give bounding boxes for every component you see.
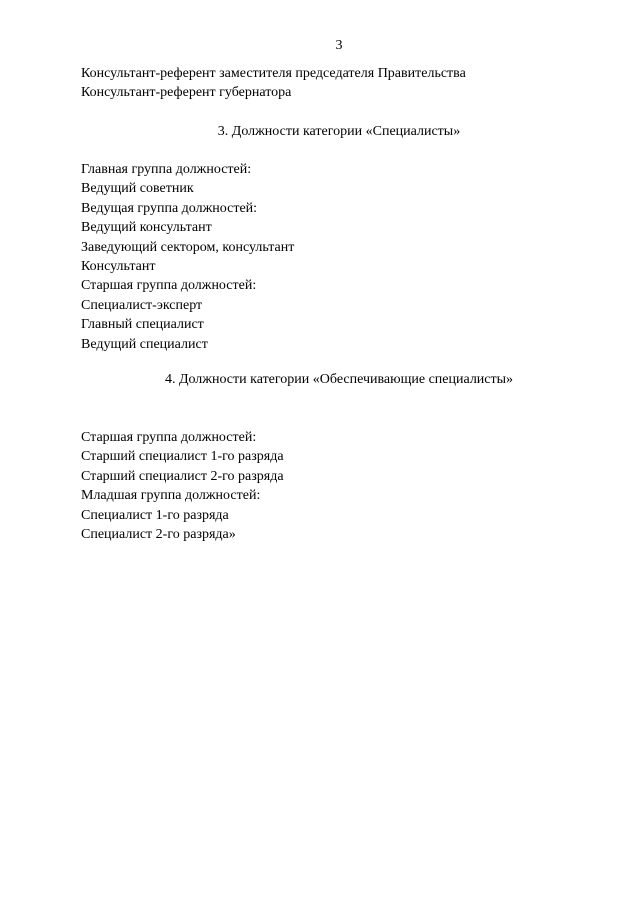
position-line: Ведущий консультант	[81, 220, 212, 236]
intro-line: Консультант-референт заместителя председателя Правительства	[81, 66, 466, 81]
position-line: Старший специалист 1-го разряда	[81, 449, 284, 465]
position-line: Ведущая группа должностей:	[81, 200, 258, 216]
intro-line: Консультант-референт губернатора	[81, 85, 292, 101]
position-line: Младшая группа должностей:	[81, 488, 261, 504]
position-line: Главная группа должностей:	[81, 162, 252, 177]
position-line: Ведущий специалист	[81, 336, 208, 352]
page-number: 3	[335, 38, 343, 53]
position-line: Старшая группа должностей:	[81, 278, 257, 294]
position-line: Главный специалист	[81, 317, 204, 333]
position-line: Заведующий сектором, консультант	[81, 239, 295, 255]
position-line: Консультант	[81, 259, 156, 275]
section-4-list	[81, 428, 581, 544]
intro-lines	[81, 64, 581, 103]
section-3-list	[81, 160, 581, 354]
position-line: Специалист 1-го разряда	[81, 507, 229, 523]
position-line: Специалист 2-го разряда»	[81, 527, 236, 543]
position-line: Старшая группа должностей:	[81, 430, 257, 445]
position-line: Специалист-эксперт	[81, 297, 203, 313]
position-line: Ведущий советник	[81, 181, 194, 197]
section-3-heading: 3. Должности категории «Специалисты»	[217, 124, 461, 139]
section-4-heading: 4. Должности категории «Обеспечивающие специалисты»	[164, 372, 514, 387]
position-line: Старший специалист 2-го разряда	[81, 468, 284, 484]
